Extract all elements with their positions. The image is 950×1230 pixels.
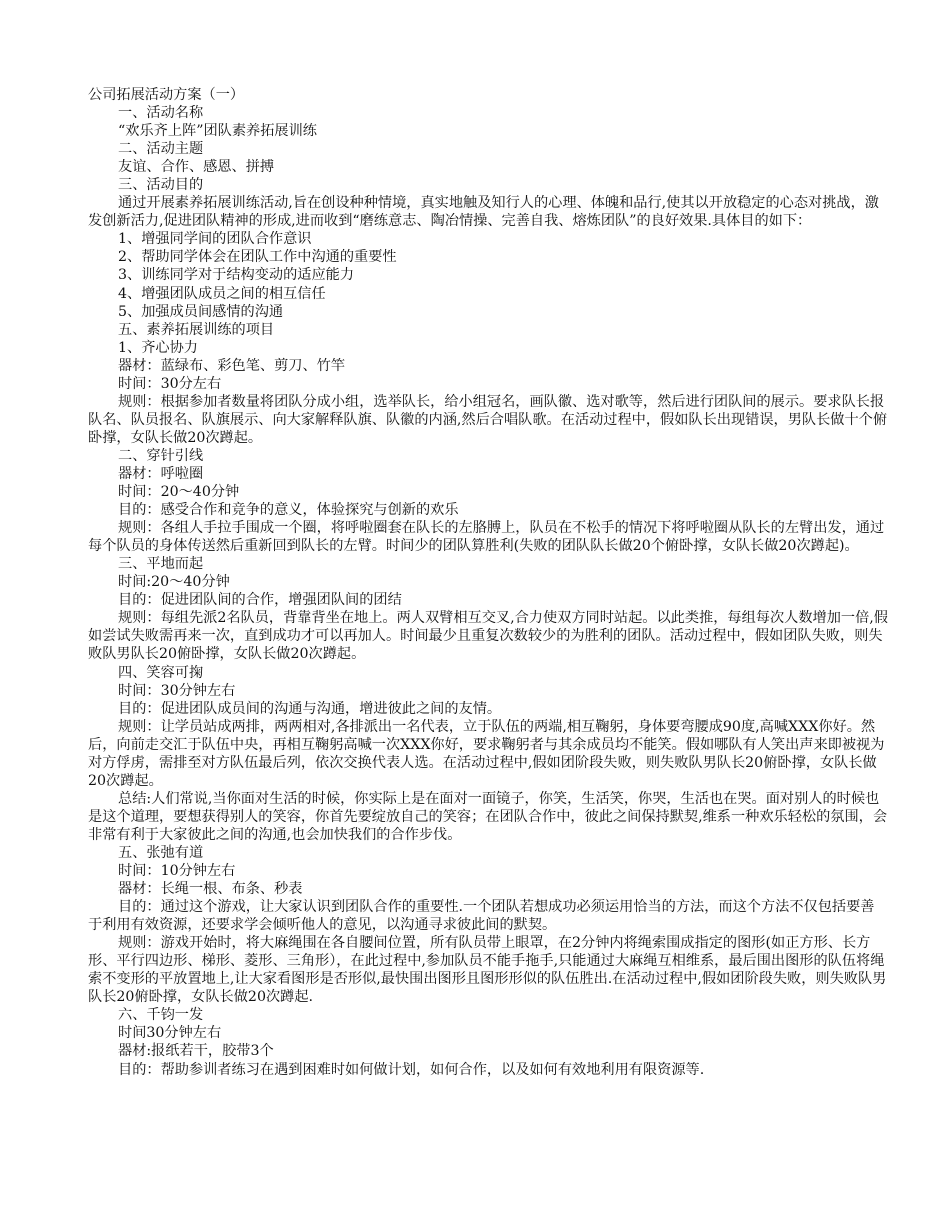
project-3-title: 三、平地而起: [118, 556, 204, 573]
heading-activity-purpose: 三、活动目的: [118, 177, 204, 194]
project-4-summary: 总结:人们常说,当你面对生活的时候，你实际上是在面对一面镜子，你笑，生活笑，你哭，生活也在哭。面对别人的时候也是这个道理，要想获得别人的笑容，你首先要绽放自己的笑容；在团队合作中，彼此之间保持默契,维系一种欢乐轻松的氛围，会非常有利于大家彼此之间的沟通,也会加快我们的合作步伐。: [88, 790, 888, 843]
project-2-purpose: 目的：感受合作和竞争的意义，体验探究与创新的欢乐: [118, 502, 459, 519]
heading-training-projects: 五、素养拓展训练的项目: [118, 321, 275, 338]
project-4-purpose: 目的：促进团队成员间的沟通与沟通，增进彼此之间的友情。: [118, 700, 502, 717]
goal-item: 4、增强团队成员之间的相互信任: [118, 285, 326, 302]
heading-activity-name: 一、活动名称: [118, 105, 204, 122]
activity-name: “欢乐齐上阵”团队素养拓展训练: [118, 123, 317, 140]
project-3-purpose: 目的：促进团队间的合作，增强团队间的团结: [118, 592, 402, 609]
purpose-paragraph: 通过开展素养拓展训练活动,旨在创设种种情境，真实地触及知行人的心理、体魄和品行,使其以开放稳定的心态对挑战，激发创新活力,促进团队精神的形成,进而收到“磨练意志、陶冶情操、完善自我、熔炼团队”的良好效果.具体目的如下：: [88, 195, 879, 230]
project-3-time: 时间:20～40分钟: [118, 574, 230, 591]
project-6-title: 六、千钧一发: [118, 1007, 204, 1024]
goal-item: 3、训练同学对于结构变动的适应能力: [118, 267, 355, 284]
project-5-time: 时间：10分钟左右: [118, 863, 236, 880]
project-1-title: 1、齐心协力: [118, 339, 198, 356]
project-4-rules: 规则：让学员站成两排，两两相对,各排派出一名代表，立于队伍的两端,相互鞠躬，身体要弯腰成90度,高喊XXX你好。然后，向前走交汇于队伍中央，再相互鞠躬高喊一次XXX你好，要求鞠躬者与其余成员均不能笑。假如哪队有人笑出声来即被视为对方俘虏，需排至对方队伍最后列，依次交换代表人选。在活动过程中,假如团阶段失败，则失败队男队长20俯卧撑，女队长做20次蹲起。: [88, 718, 885, 789]
activity-theme: 友谊、合作、感恩、拼搏: [118, 159, 275, 176]
project-1-time: 时间：30分左右: [118, 375, 222, 392]
project-4-title: 四、笑容可掬: [118, 664, 204, 681]
project-4-time: 时间：30分钟左右: [118, 682, 236, 699]
project-6-equipment: 器材:报纸若干，胶带3个: [118, 1043, 274, 1060]
project-6-time: 时间30分钟左右: [118, 1025, 222, 1042]
project-5-equipment: 器材：长绳一根、布条、秒表: [118, 881, 303, 898]
document-title: 公司拓展活动方案（一）: [88, 87, 245, 103]
project-2-equipment: 器材：呼啦圈: [118, 465, 204, 482]
project-6-purpose: 目的：帮助参训者练习在遇到困难时如何做计划，如何合作，以及如何有效地利用有限资源等.: [118, 1061, 705, 1078]
heading-activity-theme: 二、活动主题: [118, 141, 204, 158]
project-1-equipment: 器材：蓝绿布、彩色笔、剪刀、竹竿: [118, 357, 346, 374]
project-5-title: 五、张弛有道: [118, 844, 204, 861]
project-1-rules: 规则：根据参加者数量将团队分成小组，选举队长，给小组冠名，画队徽、选对歌等，然后进行团队间的展示。要求队长报队名、队员报名、队旗展示、向大家解释队旗、队徽的内涵,然后合唱队歌。在活动过程中，假如队长出现错误，男队长做十个俯卧撑，女队长做20次蹲起。: [88, 393, 888, 446]
project-2-time: 时间：20～40分钟: [118, 484, 240, 501]
project-2-rules: 规则：各组人手拉手围成一个圈，将呼啦圈套在队长的左胳膊上，队员在不松手的情况下将呼啦圈从队长的左臂出发，通过每个队员的身体传送然后重新回到队长的左臂。时间少的团队算胜利(失败的团队队长做20个俯卧撑，女队长做20次蹲起)。: [88, 520, 885, 555]
goal-item: 5、加强成员间感情的沟通: [118, 303, 284, 320]
goal-item: 2、帮助同学体会在团队工作中沟通的重要性: [118, 249, 397, 266]
project-5-rules: 规则：游戏开始时，将大麻绳围在各自腰间位置，所有队员带上眼罩，在2分钟内将绳索围成指定的图形(如正方形、长方形、平行四边形、梯形、菱形、三角形），在此过程中,参加队员不能手拖手,只能通过大麻绳互相维系，最后围出图形的队伍将绳索不变形的平放置地上,让大家看图形是否形似,最快围出图形且图形形似的队伍胜出.在活动过程中,假如团阶段失败，则失败队男队长20俯卧撑，女队长做20次蹲起.: [88, 935, 887, 1006]
project-3-rules: 规则：每组先派2名队员，背靠背坐在地上。两人双臂相互交叉,合力使双方同时站起。以此类推，每组每次人数增加一倍,假如尝试失败需再来一次，直到成功才可以再加人。时间最少且重复次数较少的为胜利的团队。活动过程中，假如团队失败，则失败队男队长20俯卧撑，女队长做20次蹲起。: [88, 610, 888, 663]
project-5-purpose: 目的：通过这个游戏，让大家认识到团队合作的重要性.一个团队若想成功必须运用恰当的方法，而这个方法不仅包括要善于利用有效资源，还要求学会倾听他人的意见，以沟通寻求彼此间的默契。: [88, 899, 875, 934]
project-2-title: 二、穿针引线: [118, 447, 204, 464]
goal-item: 1、增强同学间的团队合作意识: [118, 231, 312, 248]
